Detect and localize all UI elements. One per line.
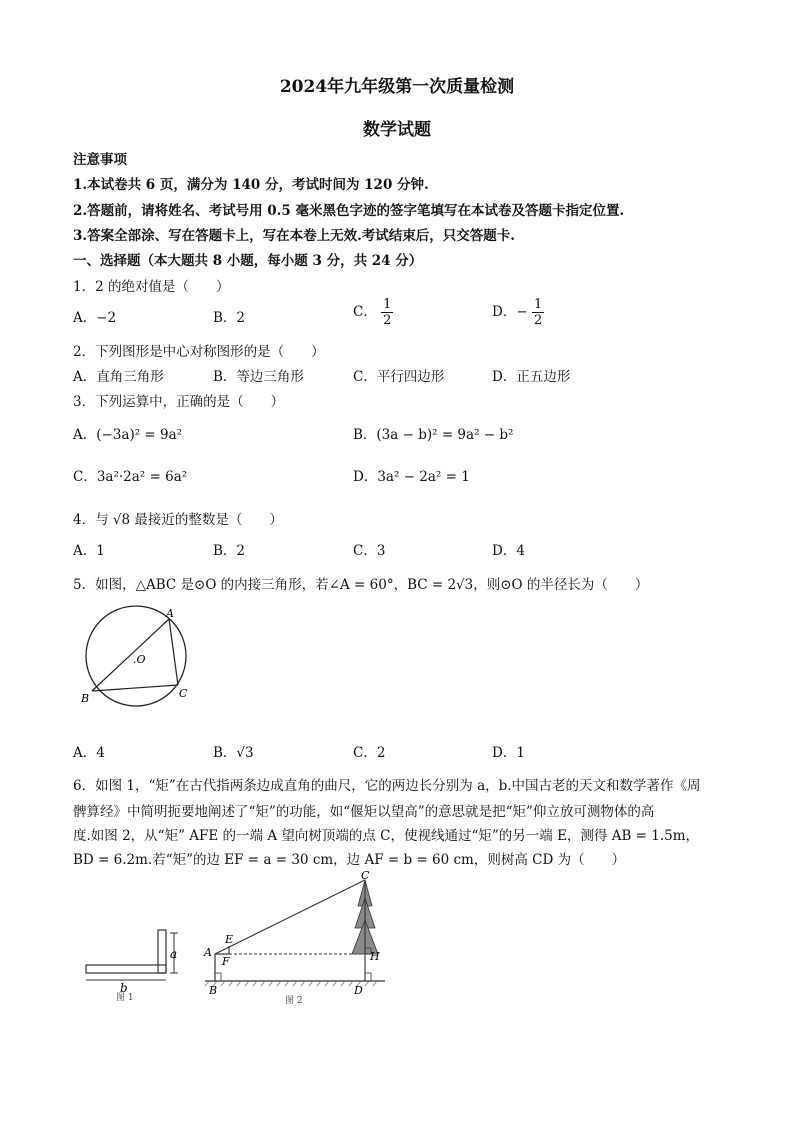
q4-option-d: D．4 [492, 543, 525, 559]
notice-item-2: 2.答题前，请将姓名、考试号用 0.5 毫米黑色字迹的签字笔填写在本试卷及答题卡指定位置. [73, 203, 625, 219]
q1-option-d [492, 297, 544, 328]
q6-line-3: 度.如图 2，从“矩” AFE 的一端 A 望向树顶端的点 C，使视线通过“矩”的另一端 E，测得 AB = 1.5m， [73, 828, 700, 844]
q1-option-c-fraction [381, 297, 393, 328]
q3-option-c: C．3a²·2a² = 6a² [73, 469, 188, 485]
notice-heading: 注意事项 [73, 152, 127, 168]
point-e-label: E [225, 933, 234, 946]
q4-stem: 4．与 √8 最接近的整数是（ ） [73, 512, 283, 528]
notice-item-1: 1.本试卷共 6 页，满分为 140 分，考试时间为 120 分钟. [73, 177, 429, 193]
q4-option-a: A．1 [73, 543, 105, 559]
exam-subtitle: 数学试题 [363, 120, 431, 140]
dimension-b-label: b [120, 981, 128, 995]
square-short-arm [158, 930, 166, 973]
q1-stem: 1．2 的绝对值是（ ） [73, 279, 230, 295]
point-f-label: F [222, 955, 230, 968]
q1-option-c [353, 297, 393, 328]
segment-ac [169, 619, 178, 685]
segment-bc [92, 685, 178, 691]
q6-line-1: 6．如图 1，“矩”在古代指两条边成直角的曲尺，它的两边长分别为 a，b.中国古老的天文和数学著作《周 [73, 778, 701, 794]
fraction-denominator: 2 [533, 313, 543, 328]
q5-option-c: C．2 [353, 745, 386, 761]
q6-figure-1 [80, 895, 190, 1005]
notice-item-3: 3.答案全部涂、写在答题卡上，写在本卷上无效.考试结束后，只交答题卡. [73, 228, 515, 244]
q1-option-a: A．−2 [73, 310, 117, 326]
exam-title: 2024年九年级第一次质量检测 [279, 77, 515, 97]
q3-option-b: B．(3a − b)² = 9a² − b² [353, 427, 514, 443]
point-h-label: H [370, 950, 380, 963]
point-b-label: B [81, 692, 90, 705]
point-a-label: A [166, 607, 174, 620]
square-long-arm [86, 965, 166, 973]
figure-1-caption: 图 1 [116, 993, 134, 1003]
right-angle-d [365, 973, 371, 981]
q2-option-d: D．正五边形 [492, 369, 571, 385]
q6-line-2: 髀算经》中简明扼要地阐述了“矩”的功能，如“偃矩以望高”的意思就是把“矩”仰立放可测物体的高 [73, 804, 655, 820]
q2-option-c: C．平行四边形 [353, 369, 445, 385]
q1-option-d-label: D．− [492, 304, 528, 320]
right-angle-b [215, 973, 221, 981]
ground-hatching [205, 981, 377, 986]
q5-circle-figure [75, 603, 200, 713]
q5-option-d: D．1 [492, 745, 525, 761]
q1-option-d-fraction [532, 297, 544, 328]
q4-option-c: C．3 [353, 543, 386, 559]
point-a-label: A [204, 946, 212, 959]
point-b-label: B [209, 984, 218, 997]
q6-line-4: BD = 6.2m.若“矩”的边 EF = a = 30 cm，边 AF = b = 60 cm，则树高 CD 为（ ） [73, 852, 626, 868]
q2-stem: 2．下列图形是中心对称图形的是（ ） [73, 344, 325, 360]
segment-ab [92, 619, 169, 691]
q2-option-b: B．等边三角形 [213, 369, 304, 385]
point-c-label: C [179, 687, 188, 700]
q5-option-b: B．√3 [213, 745, 254, 761]
q6-figure-2 [195, 868, 395, 1008]
q1-option-b: B．2 [213, 310, 246, 326]
q3-option-a: A．(−3a)² = 9a² [73, 427, 183, 443]
q4-option-b: B．2 [213, 543, 246, 559]
point-d-label: D [354, 984, 363, 997]
dimension-a-label: a [170, 947, 178, 961]
point-c-label: C [361, 869, 370, 882]
figure-2-caption: 图 2 [285, 996, 303, 1006]
section1-heading: 一、选择题（本大题共 8 小题，每小题 3 分，共 24 分） [73, 253, 423, 269]
center-o-label: .O [133, 653, 146, 666]
q5-option-a: A．4 [73, 745, 105, 761]
fraction-numerator: 1 [383, 297, 392, 312]
q5-stem: 5．如图，△ABC 是⊙O 的内接三角形，若∠A = 60°，BC = 2√3，则⊙O 的半径长为（ ） [73, 577, 649, 593]
fraction-numerator: 1 [533, 297, 543, 312]
q2-option-a: A．直角三角形 [73, 369, 164, 385]
q3-option-d: D．3a² − 2a² = 1 [353, 469, 470, 485]
q1-option-c-label: C． [353, 304, 377, 320]
sight-line-ac [215, 880, 365, 954]
q3-stem: 3．下列运算中，正确的是（ ） [73, 394, 285, 410]
fraction-denominator: 2 [383, 313, 392, 328]
